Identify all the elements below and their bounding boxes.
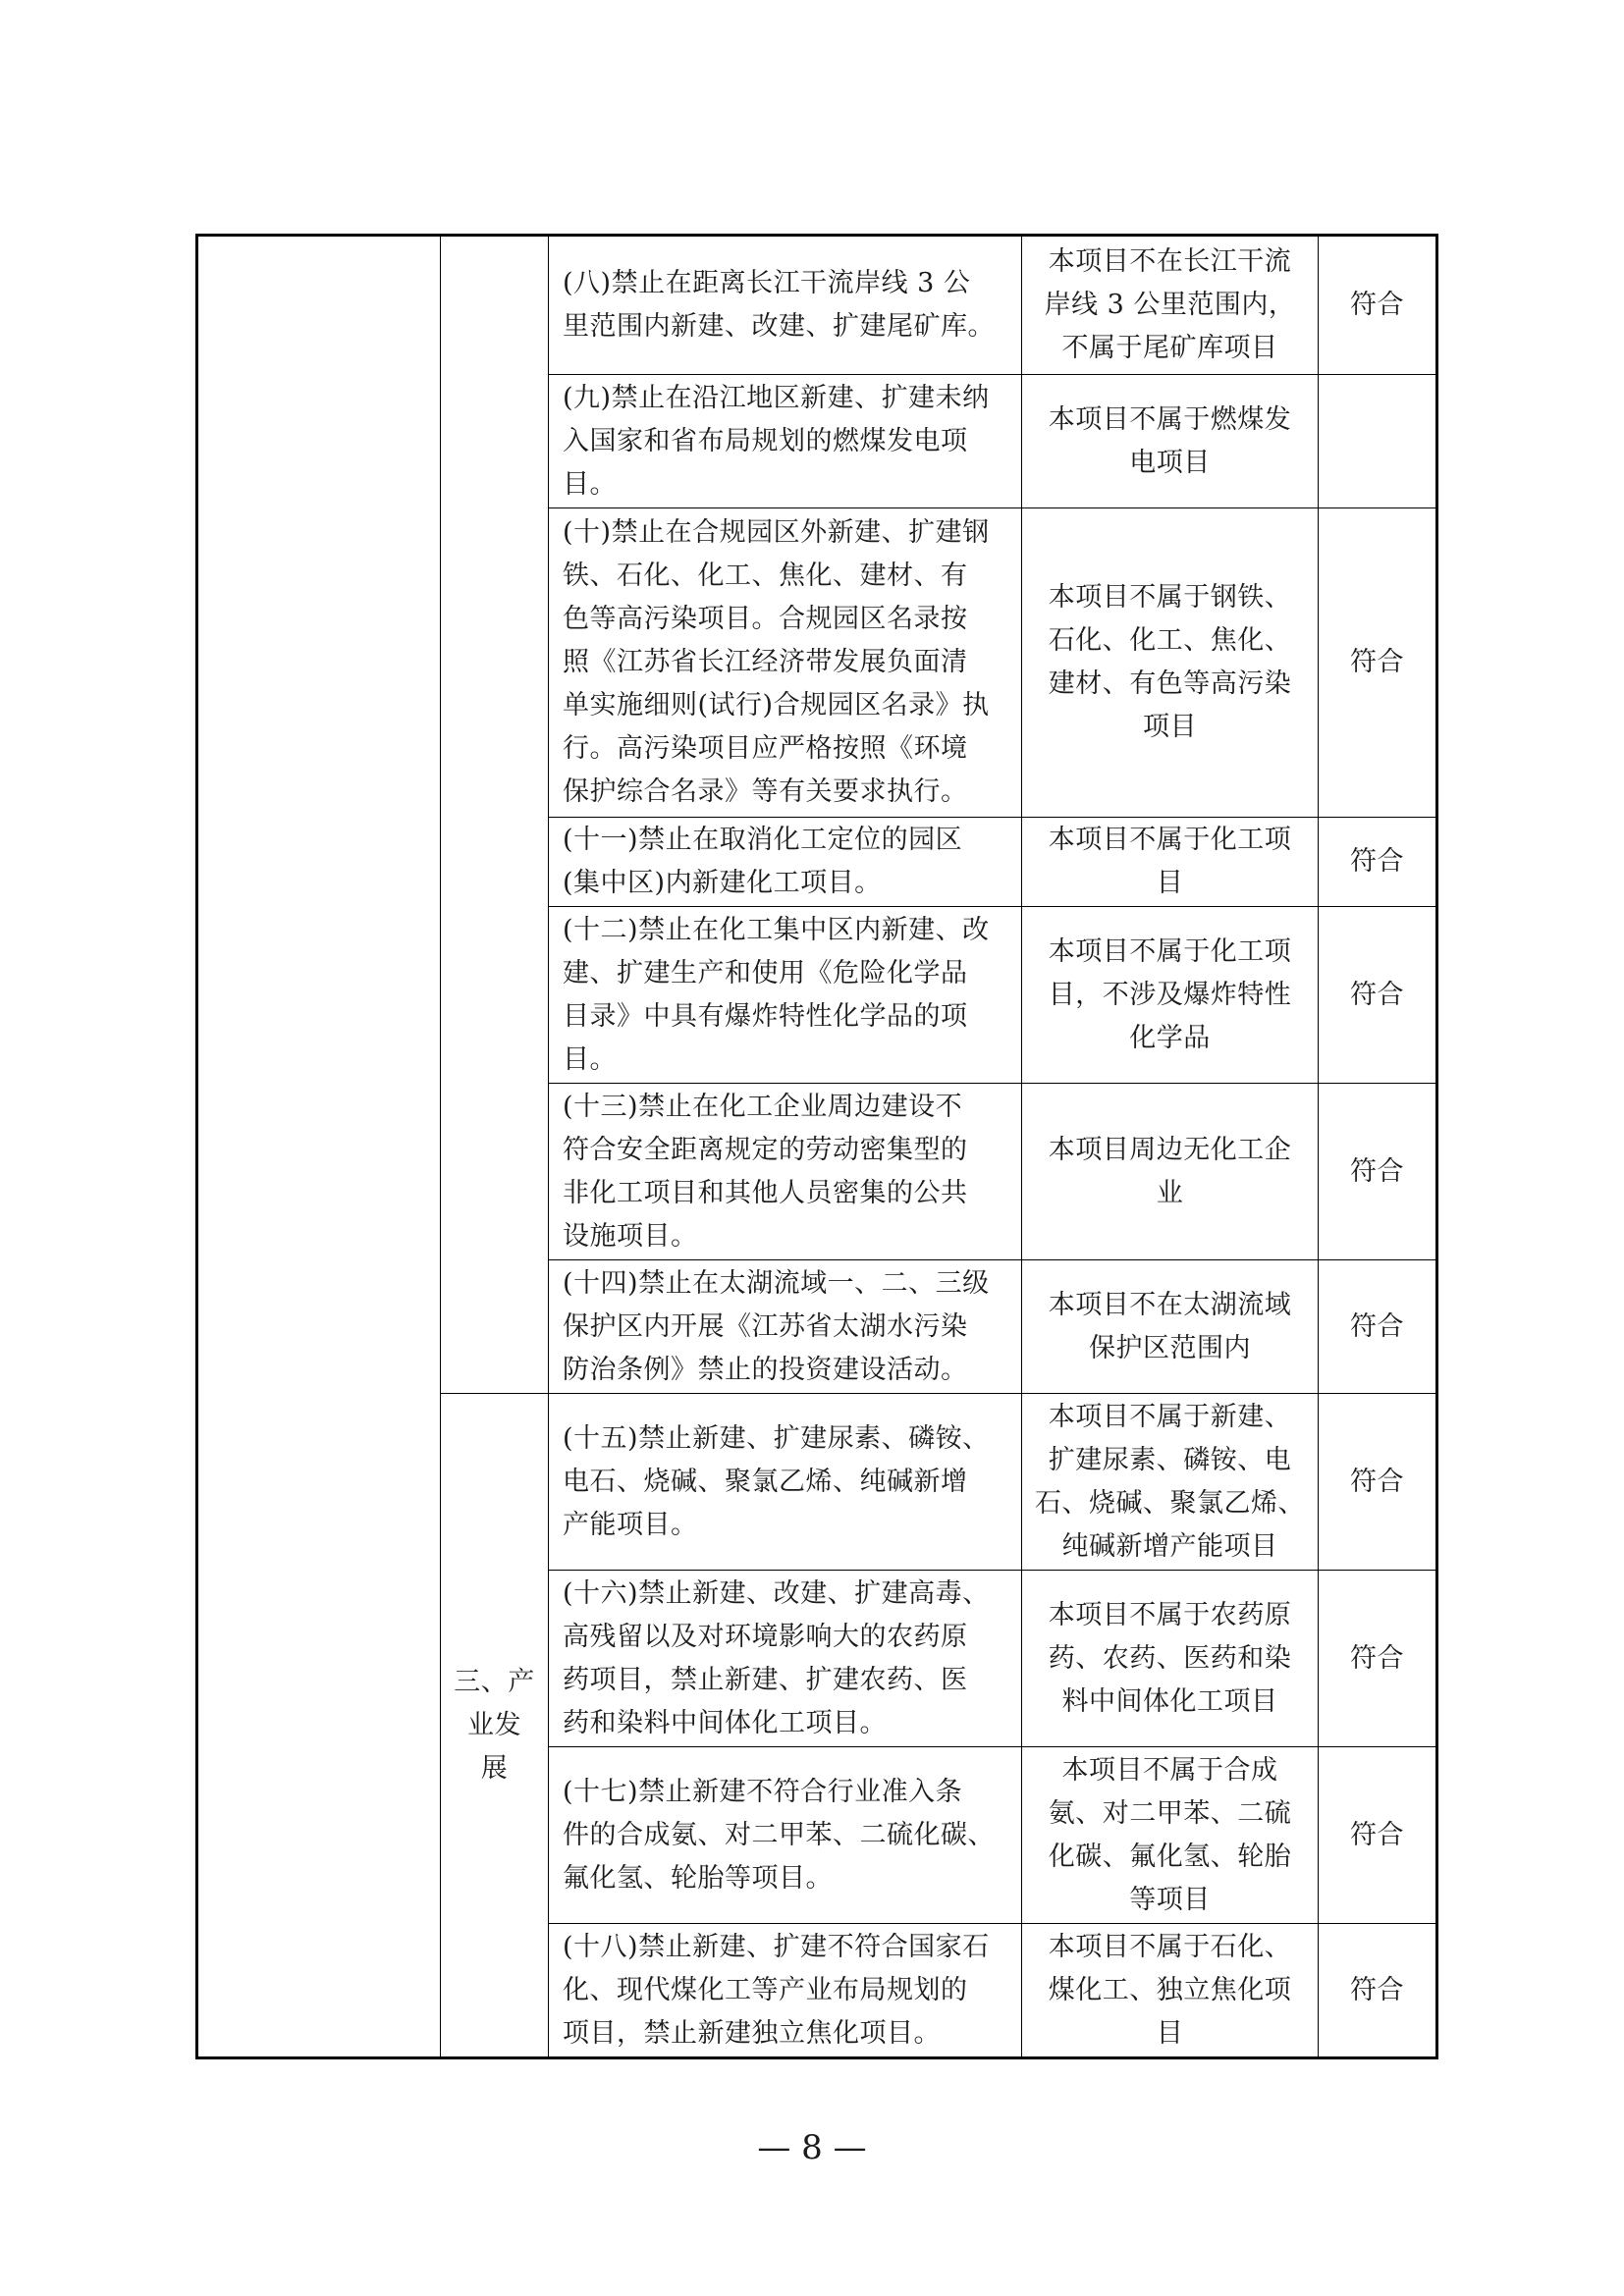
compliance-cell bbox=[1319, 508, 1437, 818]
project-status-cell bbox=[1022, 1747, 1319, 1924]
project-status-text: 本项目不属于合成 氨、对二甲苯、二硫 化碳、氟化氢、轮胎 等项目 bbox=[1048, 1754, 1292, 1915]
compliance-text: 符合 bbox=[1350, 1310, 1404, 1342]
compliance-cell bbox=[1319, 1571, 1437, 1747]
requirement-text: (十七)禁止新建不符合行业准入条 件的合成氨、对二甲苯、二硫化碳、 氟化氢、轮胎等项目。 bbox=[563, 1776, 995, 1894]
compliance-cell bbox=[1319, 1394, 1437, 1571]
project-status-cell bbox=[1022, 907, 1319, 1084]
compliance-text: 符合 bbox=[1350, 1466, 1404, 1497]
project-status-cell bbox=[1022, 818, 1319, 907]
requirement-text: (九)禁止在沿江地区新建、扩建未纳 入国家和省布局规划的燃煤发电项 目。 bbox=[563, 382, 990, 500]
project-status-cell bbox=[1022, 508, 1319, 818]
project-status-text: 本项目不在太湖流域 保护区范围内 bbox=[1048, 1289, 1292, 1363]
requirement-text: (十四)禁止在太湖流域一、二、三级 保护区内开展《江苏省太湖水污染 防治条例》禁止的投资建设活动。 bbox=[563, 1267, 990, 1385]
requirement-cell bbox=[549, 236, 1022, 375]
compliance-text: 符合 bbox=[1350, 1155, 1404, 1187]
compliance-text: 符合 bbox=[1350, 979, 1404, 1010]
project-status-text: 本项目不属于化工项 目，不涉及爆炸特性 化学品 bbox=[1048, 935, 1292, 1053]
requirement-text: (十六)禁止新建、改建、扩建高毒、 高残留以及对环境影响大的农药原 药项目，禁止新建、扩建农药、医 药和染料中间体化工项目。 bbox=[563, 1577, 990, 1738]
category-label: 三、产 业发 展 bbox=[454, 1666, 535, 1784]
compliance-cell bbox=[1319, 375, 1437, 508]
project-status-cell bbox=[1022, 236, 1319, 375]
compliance-cell bbox=[1319, 1924, 1437, 2058]
project-status-text: 本项目不属于燃煤发 电项目 bbox=[1048, 403, 1292, 478]
requirement-text: (十二)禁止在化工集中区内新建、改 建、扩建生产和使用《危险化学品 目录》中具有爆炸特性化学品的项 目。 bbox=[563, 914, 990, 1075]
compliance-cell bbox=[1319, 236, 1437, 375]
project-status-text: 本项目不属于钢铁、 石化、化工、焦化、 建材、有色等高污染 项目 bbox=[1048, 582, 1292, 742]
compliance-text: 符合 bbox=[1350, 1974, 1404, 2005]
requirement-cell bbox=[549, 375, 1022, 508]
table-row bbox=[197, 236, 1437, 375]
project-status-text: 本项目不属于化工项 目 bbox=[1048, 825, 1292, 898]
compliance-text: 符合 bbox=[1350, 1642, 1404, 1674]
requirement-text: (八)禁止在距离长江干流岸线 3 公 里范围内新建、改建、扩建尾矿库。 bbox=[563, 268, 995, 342]
compliance-cell bbox=[1319, 1260, 1437, 1394]
page-number: — 8 — bbox=[757, 2128, 867, 2167]
project-status-cell bbox=[1022, 1924, 1319, 2058]
compliance-text: 符合 bbox=[1350, 846, 1404, 877]
project-status-cell bbox=[1022, 375, 1319, 508]
project-status-text: 本项目周边无化工企 业 bbox=[1048, 1134, 1292, 1208]
project-status-text: 本项目不属于农药原 药、农药、医药和染 料中间体化工项目 bbox=[1048, 1599, 1292, 1717]
requirement-cell bbox=[549, 907, 1022, 1084]
compliance-cell bbox=[1319, 1084, 1437, 1260]
category-cell-continued bbox=[441, 236, 549, 1394]
requirement-cell bbox=[549, 1924, 1022, 2058]
requirement-text: (十一)禁止在取消化工定位的园区 (集中区)内新建化工项目。 bbox=[563, 825, 963, 898]
compliance-cell bbox=[1319, 818, 1437, 907]
requirement-cell bbox=[549, 1571, 1022, 1747]
requirement-text: (十五)禁止新建、扩建尿素、磷铵、 电石、烧碱、聚氯乙烯、纯碱新增 产能项目。 bbox=[563, 1422, 990, 1540]
project-status-cell bbox=[1022, 1571, 1319, 1747]
requirement-text: (十三)禁止在化工企业周边建设不 符合安全距离规定的劳动密集型的 非化工项目和其他人员密集的公共 设施项目。 bbox=[563, 1091, 968, 1252]
category-cell-industry bbox=[441, 1394, 549, 2058]
requirement-cell bbox=[549, 1260, 1022, 1394]
compliance-table bbox=[195, 234, 1438, 2059]
compliance-cell bbox=[1319, 1747, 1437, 1924]
requirement-cell bbox=[549, 1084, 1022, 1260]
requirement-cell bbox=[549, 818, 1022, 907]
requirement-text: (十)禁止在合规园区外新建、扩建钢 铁、石化、化工、焦化、建材、有 色等高污染项目。合规园区名录按 照《江苏省长江经济带发展负面清 单实施细则(试行)合规园区名录》执 行。高污染项目应严格按照《环境 保护综合名录》等有关要求执行。 bbox=[563, 517, 990, 807]
project-status-text: 本项目不属于石化、 煤化工、独立焦化项 目 bbox=[1048, 1931, 1292, 2049]
project-status-text: 本项目不在长江干流 岸线 3 公里范围内， 不属于尾矿库项目 bbox=[1044, 246, 1296, 363]
requirement-text: (十八)禁止新建、扩建不符合国家石 化、现代煤化工等产业布局规划的 项目，禁止新建独立焦化项目。 bbox=[563, 1931, 990, 2049]
project-status-cell bbox=[1022, 1260, 1319, 1394]
requirement-cell bbox=[549, 508, 1022, 818]
compliance-text: 符合 bbox=[1350, 647, 1404, 677]
compliance-cell bbox=[1319, 907, 1437, 1084]
project-status-text: 本项目不属于新建、 扩建尿素、磷铵、电 石、烧碱、聚氯乙烯、 纯碱新增产能项目 bbox=[1035, 1401, 1305, 1562]
requirement-cell bbox=[549, 1747, 1022, 1924]
compliance-text: 符合 bbox=[1350, 1819, 1404, 1850]
compliance-text: 符合 bbox=[1350, 290, 1404, 320]
requirement-cell bbox=[549, 1394, 1022, 1571]
continuation-cell bbox=[197, 236, 441, 2058]
project-status-cell bbox=[1022, 1394, 1319, 1571]
project-status-cell bbox=[1022, 1084, 1319, 1260]
